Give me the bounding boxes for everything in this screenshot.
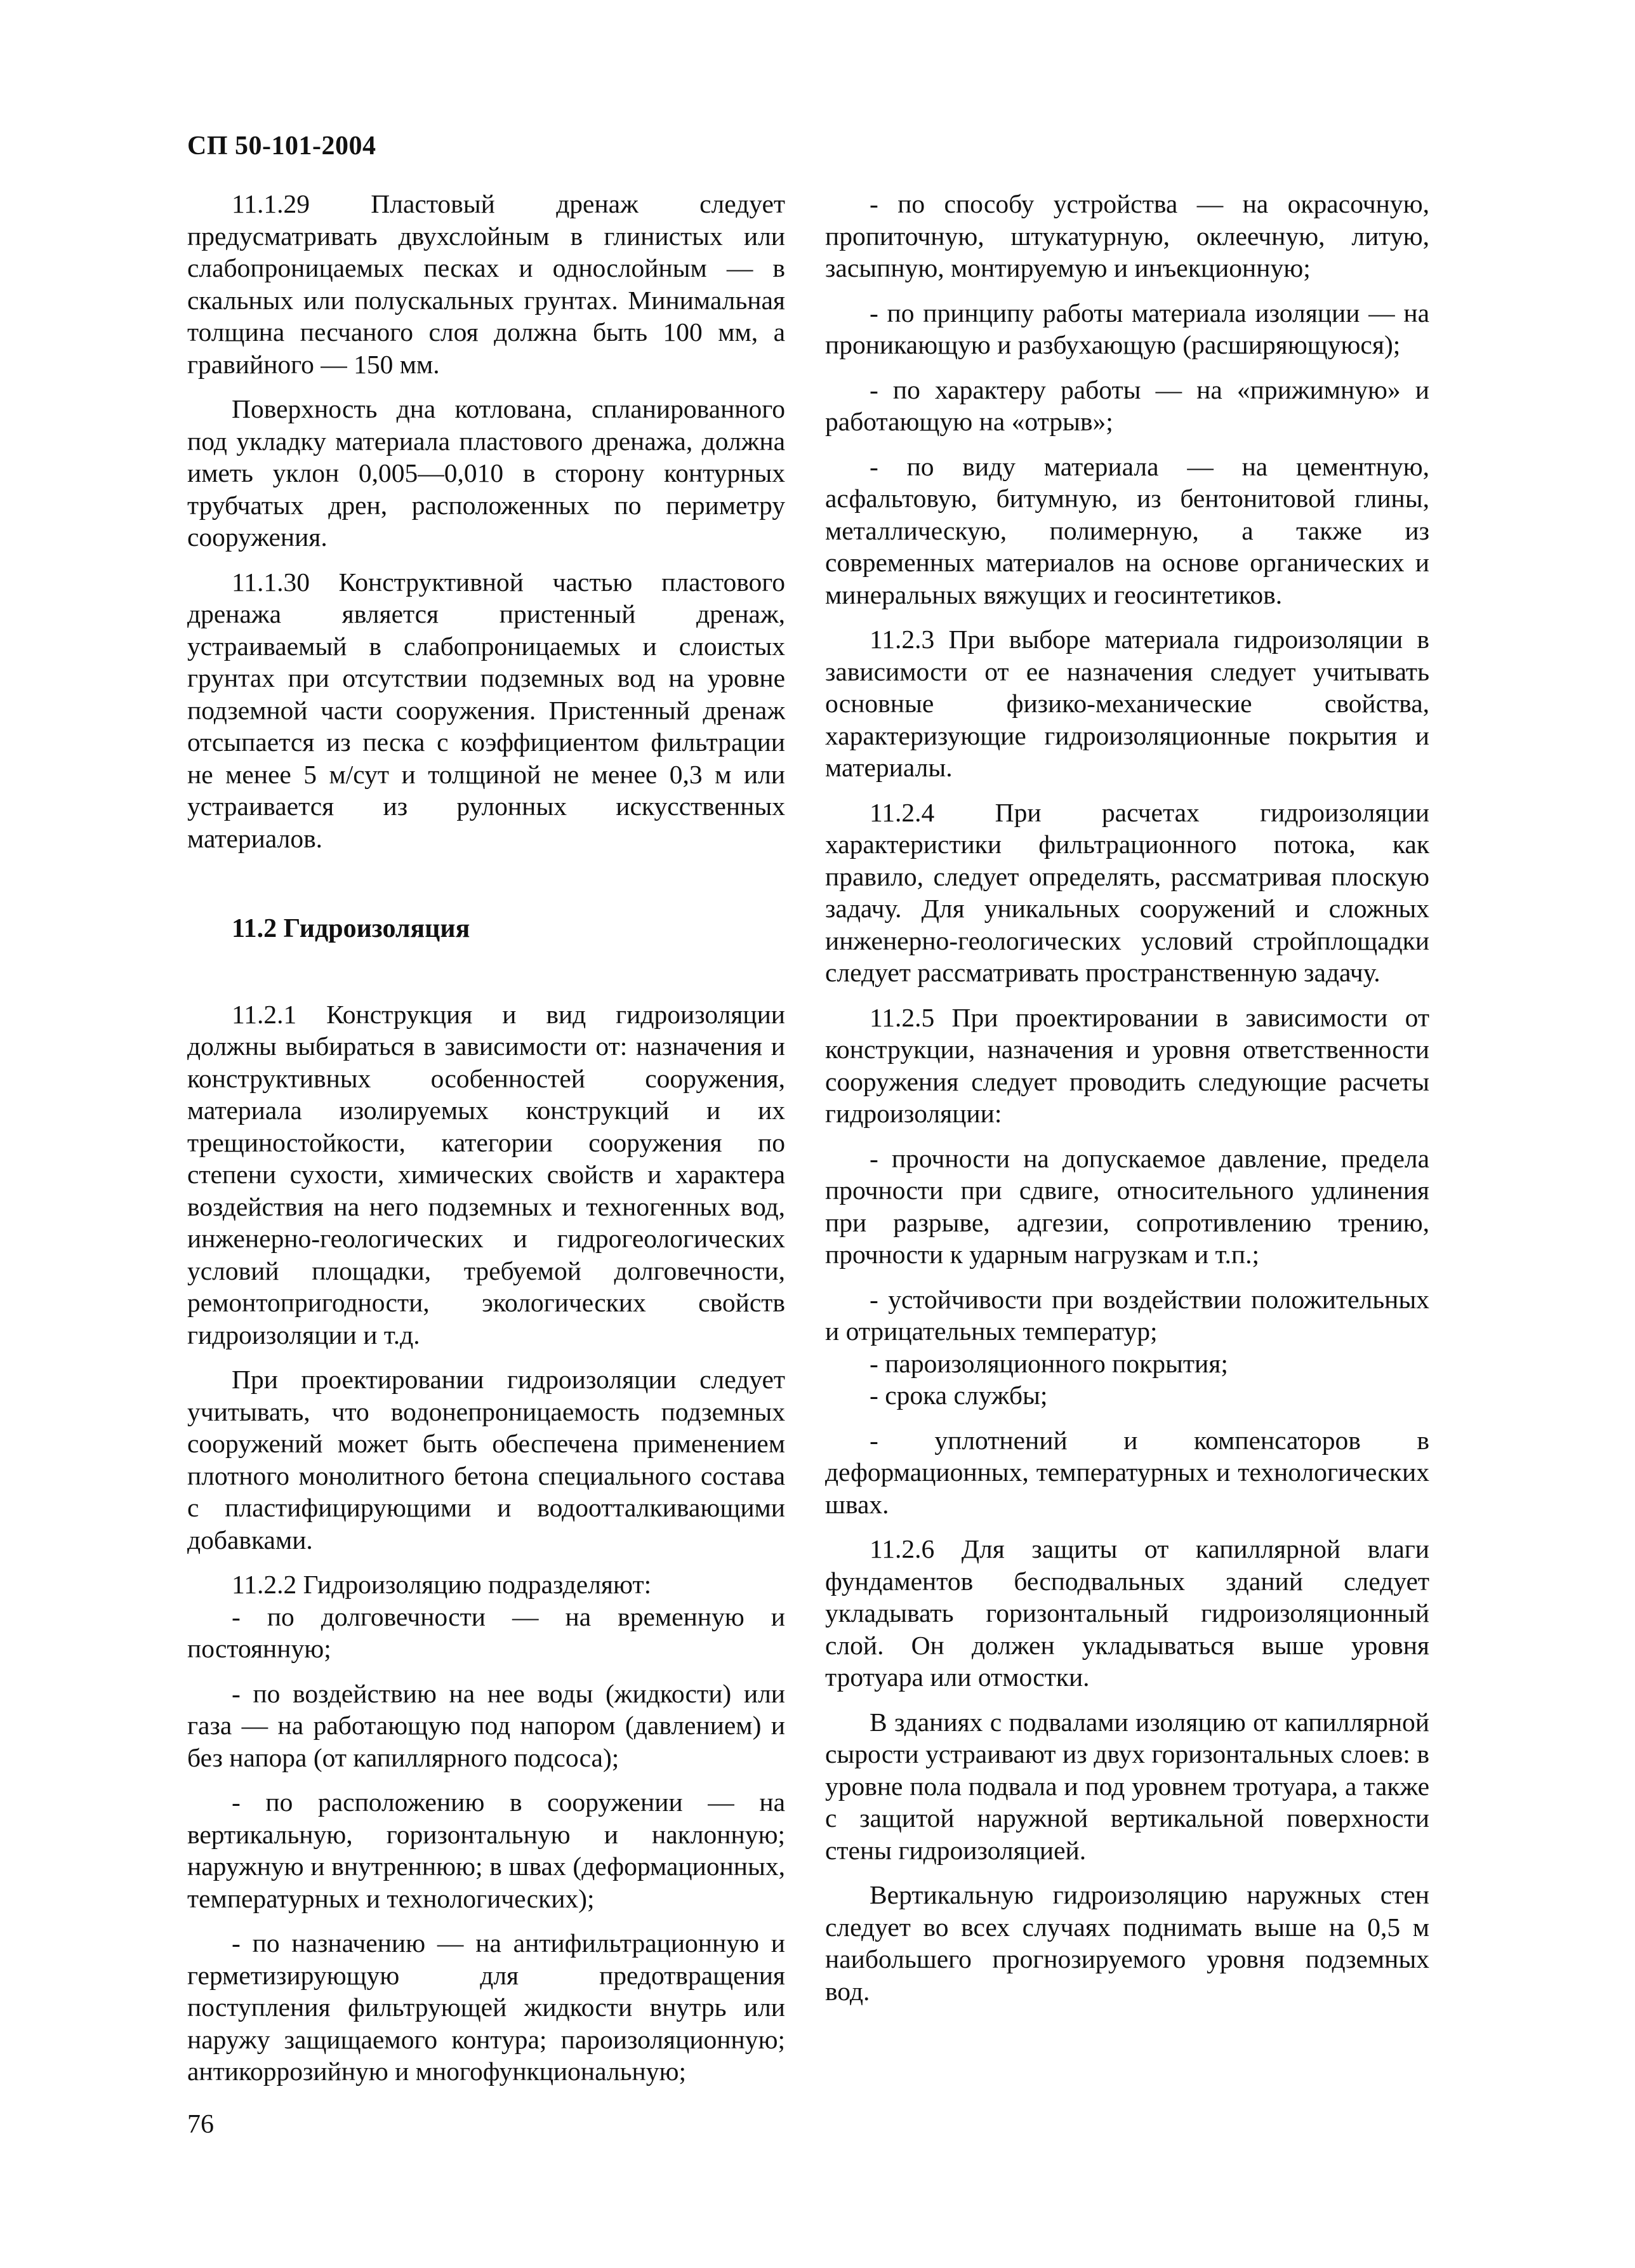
list-item-by-installation-method: - по способу устройства — на окрасочную, пропиточную, штукатурную, оклеечную, литую, засыпную, монтируемую и инъекционную; — [825, 189, 1429, 282]
paragraph-11-1-29: 11.1.29 Пластовый дренаж следует предусматривать двухслойным в глинистых или слабопроницаемых песках и однослойным — в скальных или полускальных грунтах. Минимальная толщина песчаного слоя должна быть 100 мм, а гравийного — 150 мм. — [187, 189, 785, 379]
paragraph-11-2-1: 11.2.1 Конструкция и вид гидроизоляции должны выбираться в зависимости от: назначения и конструктивных особенностей сооружения, материала изолируемых конструкций и их трещиностойкости, категории сооружения по степени сухости, химических свойств и характера воздействия на него подземных и техногенных вод, инженерно-геологических и гидрогеологических условий площадки, требуемой долговечности, ремонтопригодности, экологических свойств гидроизоляции и т.д. — [187, 999, 785, 1350]
paragraph-11-2-5: 11.2.5 При проектировании в зависимости от конструкции, назначения и уровня ответственности сооружения следует проводить следующие расчеты гидроизоляции: — [825, 1002, 1429, 1128]
paragraph-11-2-6: 11.2.6 Для защиты от капиллярной влаги фундаментов бесподвальных зданий следует укладывать горизонтальный гидроизоляционный слой. Он должен укладываться выше уровня тротуара или отмостки. — [825, 1534, 1429, 1692]
paragraph-vertical-waterproofing: Вертикальную гидроизоляцию наружных стен следует во всех случаях поднимать выше на 0,5 м наибольшего прогнозируемого уровня подземных вод. — [825, 1880, 1429, 2006]
list-item-by-water-action: - по воздействию на нее воды (жидкости) или газа — на работающую под напором (давлением) и без напора (от капиллярного подсоса); — [187, 1678, 785, 1772]
section-title-waterproofing: 11.2 Гидроизоляция — [232, 914, 470, 943]
paragraph-11-2-3: 11.2.3 При выборе материала гидроизоляции в зависимости от ее назначения следует учитывать основные физико-механические свойства, характеризующие гидроизоляционные покрытия и материалы. — [825, 625, 1429, 782]
paragraph-basement-insulation: В зданиях с подвалами изоляцию от капиллярной сырости устраивают из двух горизонтальных слоев: в уровне пола подвала и под уровнем тротуара, а также с защитой наружной вертикальной поверхности стены гидроизоляцией. — [825, 1707, 1429, 1865]
list-item-service-life: - срока службы; — [870, 1381, 1048, 1410]
list-item-temperature-stability: - устойчивости при воздействии положительных и отрицательных температур; — [825, 1284, 1429, 1346]
document-code-header: СП 50-101-2004 — [187, 131, 376, 161]
paragraph-waterproof-concrete: При проектировании гидроизоляции следует учитывать, что водонепроницаемость подземных сооружений может быть обеспечена применением плотного монолитного бетона специального состава с пластифицирующими и водоотталкивающими добавками. — [187, 1365, 785, 1555]
list-item-by-durability: - по долговечности — на временную и постоянную; — [187, 1602, 785, 1663]
list-item-strength: - прочности на допускаемое давление, предела прочности при сдвиге, относительного удлинения при разрыве, адгезии, сопротивлению трению, прочности к ударным нагрузкам и т.п.; — [825, 1143, 1429, 1269]
paragraph-11-2-4: 11.2.4 При расчетах гидроизоляции характеристики фильтрационного потока, как правило, следует определять, рассматривая плоскую задачу. Для уникальных сооружений и сложных инженерно-геологических условий стройплощадки следует рассматривать пространственную задачу. — [825, 797, 1429, 987]
list-item-by-purpose: - по назначению — на антифильтрационную и герметизирующую для предотвращения поступления фильтрующей жидкости внутрь или наружу защищаемого контура; пароизоляционную; антикоррозийную и многофункциональную; — [187, 1928, 785, 2086]
left-text-column — [187, 188, 785, 2088]
page-number: 76 — [187, 2110, 214, 2139]
paragraph-11-1-30: 11.1.30 Конструктивной частью пластового дренажа является пристенный дренаж, устраиваемый в слабопроницаемых и слоистых грунтах при отсутствии подземных вод на уровне подземной части сооружения. Пристенный дренаж отсыпается из песка с коэффициентом фильтрации не менее 5 м/сут и толщиной не менее 0,3 м или устраивается из рулонных искусственных материалов. — [187, 567, 785, 853]
list-item-seals-compensators: - уплотнений и компенсаторов в деформационных, температурных и технологических швах. — [825, 1425, 1429, 1519]
list-item-vapor-barrier: - пароизоляционного покрытия; — [870, 1348, 1228, 1378]
paragraph-pit-bottom-slope: Поверхность дна котлована, спланированного под укладку материала пластового дренажа, должна иметь уклон 0,005—0,010 в сторону контурных трубчатых дрен, расположенных по периметру сооружения. — [187, 394, 785, 552]
list-item-by-material-type: - по виду материала — на цементную, асфальтовую, битумную, из бентонитовой глины, металлическую, полимерную, а также из современных материалов на основе органических и минеральных вяжущих и геосинтетиков. — [825, 451, 1429, 609]
list-item-by-material-principle: - по принципу работы материала изоляции — на проникающую и разбухающую (расширяющуюся); — [825, 298, 1429, 359]
list-item-by-location: - по расположению в сооружении — на вертикальную, горизонтальную и наклонную; наружную и внутреннюю; в швах (деформационных, температурных и технологических); — [187, 1787, 785, 1913]
right-text-column — [825, 188, 1429, 2007]
paragraph-11-2-2: 11.2.2 Гидроизоляцию подразделяют: — [232, 1570, 652, 1599]
list-item-by-work-character: - по характеру работы — на «прижимную» и работающую на «отрыв»; — [825, 375, 1429, 436]
